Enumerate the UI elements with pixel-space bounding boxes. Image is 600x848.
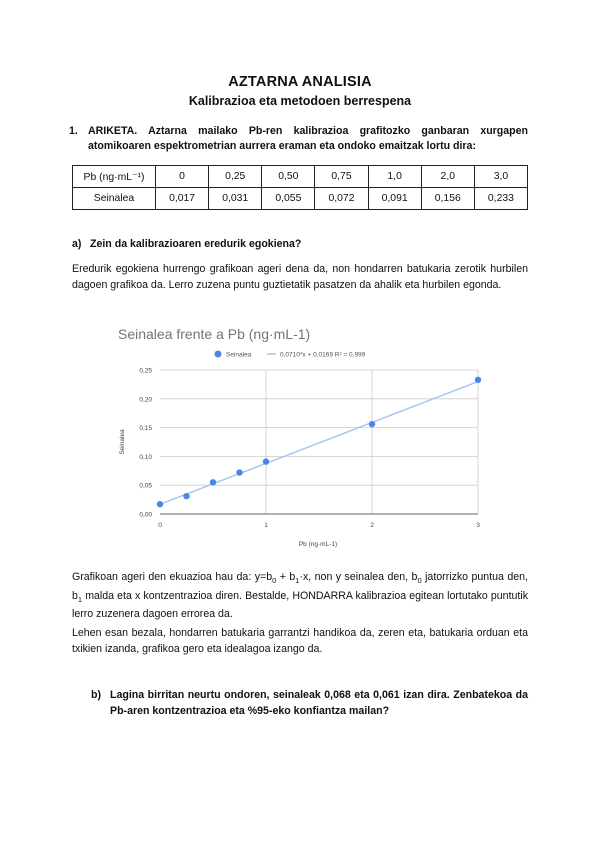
exercise-statement [69,124,528,154]
text-run: Grafikoan ageri den ekuazioa hau da: y=b [72,571,273,583]
table-cell: 0,091 [368,188,421,210]
subscript: 0 [417,576,422,586]
page-title: AZTARNA ANALISIA [228,74,372,90]
table-cell: 0,072 [315,188,368,210]
exercise-number: 1. [69,125,78,137]
y-axis-label: Seinalea [119,429,126,455]
x-tick-label: 1 [264,522,268,529]
table-row-signal [73,188,528,210]
table-cell: 1,0 [368,166,421,188]
table-header-signal: Seinalea [73,188,156,210]
legend-trendline-label: 0,0710*x + 0,0169 R² = 0,999 [280,351,366,359]
question-b-text: Lagina birritan neurtu ondoren, seinaleak 0,068 eta 0,061 izan dira. Zenbatekoa da Pb-aren kontzentrazioa eta %95-eko konfiantza mailan? [110,689,528,717]
subscript: 1 [77,594,83,604]
data-point [183,493,189,499]
y-tick-label: 0,00 [139,511,152,519]
y-tick-label: 0,20 [139,396,152,404]
question-a [72,238,302,250]
x-tick-label: 2 [370,522,374,529]
calibration-table [72,165,528,210]
chart-title: Seinalea frente a Pb (ng·mL-1) [118,326,311,342]
exercise-text: ARIKETA. Aztarna mailako Pb-ren kalibrazioa grafitozko ganbaran xurgapen atomikoaren espektrometrian aurrera eraman eta ondoko emaitzak lortu dira: [88,125,528,152]
subscript: 0 [272,576,277,586]
text-run: jatorrizko puntua den, b [72,571,528,602]
table-cell: 0,017 [156,188,209,210]
subscript: 1 [295,576,300,586]
question-b-label: b) [91,689,101,701]
legend-series-label: Seinalea [226,351,252,359]
answer-paragraph-2 [72,570,528,623]
y-tick-label: 0,25 [139,367,152,375]
table-cell: 0 [156,166,209,188]
table-cell: 0,25 [209,166,262,188]
question-a-label: a) [72,238,82,250]
data-point [263,458,269,464]
data-point [157,501,163,507]
legend-marker-icon [215,351,222,358]
data-point [210,479,216,485]
data-point [236,469,242,475]
calibration-chart [106,320,506,550]
data-point [369,421,375,427]
page-subtitle: Kalibrazioa eta metodoen berrespena [188,94,412,108]
x-tick-label: 0 [158,522,162,529]
table-cell: 3,0 [474,166,527,188]
x-axis-label: Pb (ng·mL-1) [298,541,338,548]
x-tick-label: 3 [476,522,480,529]
table-cell: 0,75 [315,166,368,188]
table-cell: 0,156 [421,188,474,210]
table-cell: 2,0 [421,166,474,188]
answer-paragraph-1: Eredurik egokiena hurrengo grafikoan ageri dena da, non hondarren batukaria zerotik hurbilen dagoen grafikoa da. Lerro zuzena puntu guztietatik pasatzen da ahalik eta hurbilen egonda. [72,263,528,291]
table-cell: 0,055 [262,188,315,210]
table-row-concentration [73,166,528,188]
table-cell: 0,50 [262,166,315,188]
text-run: ·x, non y seinalea den, b [299,571,418,583]
question-b [91,688,528,719]
text-run: malda eta x kontzentrazioa diren. Bestalde, HONDARRA kalibrazioa egitean lortutako puntutik lerro zuzenera dagoen errorea da. [72,589,528,621]
trendline [160,382,478,505]
y-tick-label: 0,05 [139,482,152,490]
answer-paragraph-3: Lehen esan bezala, hondarren batukaria garrantzi handikoa da, zeren eta, batukaria orduan eta txikien izanda, grafikoa gero eta idealagoa izango da. [72,627,528,655]
y-tick-label: 0,10 [139,453,152,461]
y-tick-label: 0,15 [139,425,152,433]
question-a-text: Zein da kalibrazioaren eredurik egokiena? [90,238,302,250]
table-header-pb: Pb (ng·mL⁻¹) [73,166,156,188]
data-point [475,377,481,383]
table-cell: 0,233 [474,188,527,210]
text-run: + b [276,571,296,583]
table-cell: 0,031 [209,188,262,210]
